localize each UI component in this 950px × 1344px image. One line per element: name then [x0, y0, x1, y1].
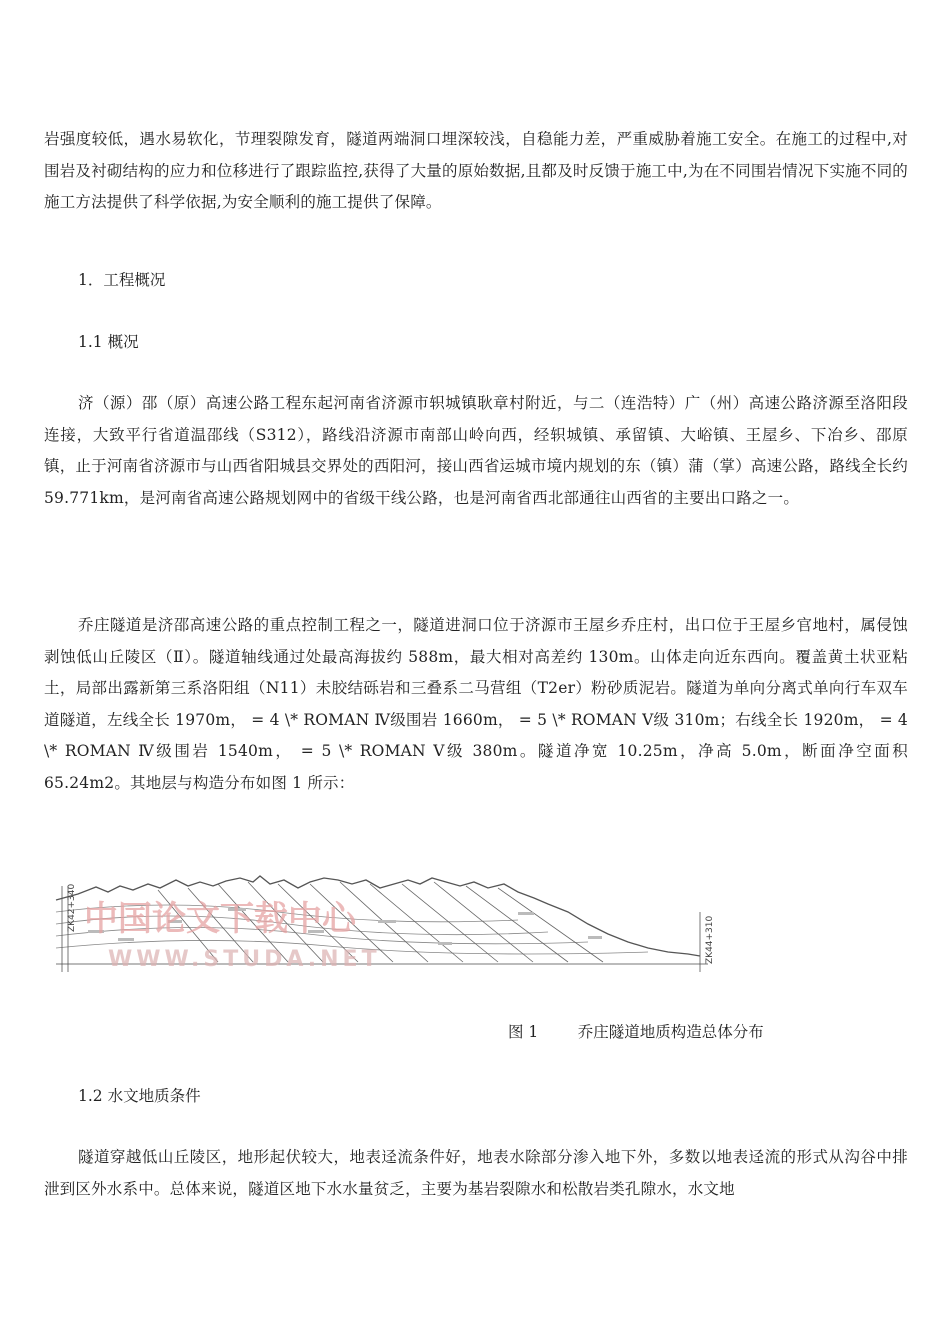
paragraph-intro-continued: 岩强度较低，遇水易软化，节理裂隙发育，隧道两端洞口埋深较浅，自稳能力差，严重威胁着施工安全。在施工的过程中,对围岩及衬砌结构的应力和位移进行了跟踪监控,获得了大量的原始数据,且都及时反馈于施工中,为在不同围岩情况下实施不同的施工方法提供了科学依据,为安全顺利的施工提供了保障。 — [44, 130, 908, 212]
left-station-label: ZK42+340 — [67, 883, 77, 932]
paragraph-overview: 济（源）邵（原）高速公路工程东起河南省济源市轵城镇耿章村附近，与二（连浩特）广（州）高速公路济源至洛阳段连接，大致平行省道温邵线（S312），路线沿济源市南部山岭向西，经轵城镇、承留镇、大峪镇、王屋乡、下冶乡、邵原镇，止于河南省济源市与山西省阳城县交界处的西阳河，接山西省运城市境内规划的东（镇）蒲（掌）高速公路，路线全长约 59.771km，是河南省高速公路规划网中的省级干线公路，也是河南省西北部通往山西省的主要出口路之一。 — [44, 394, 908, 507]
geology-profile-figure — [48, 872, 720, 982]
watermark-cn: 中国论文下载中心 — [84, 899, 356, 939]
watermark-en: WWW.STUDA.NET — [108, 947, 381, 972]
figure-caption-number: 图 1 — [508, 1023, 539, 1041]
figure-caption — [508, 1020, 764, 1044]
figure-caption-text: 乔庄隧道地质构造总体分布 — [577, 1023, 764, 1041]
geology-profile-drawing — [48, 872, 720, 982]
paragraph-tunnel-description: 乔庄隧道是济邵高速公路的重点控制工程之一，隧道进洞口位于济源市王屋乡乔庄村，出口位于王屋乡官地村，属侵蚀剥蚀低山丘陵区（Ⅱ）。隧道轴线通过处最高海拔约 588m，最大相对高差约 130m。山体走向近东西向。覆盖黄土状亚粘土，局部出露新第三系洛阳组（N11）未胶结砾岩和三叠系二马营组（T2er）粉砂质泥岩。隧道为单向分离式单向行车双车道隧道，左线全长 1970m， = 4 \* ROMAN Ⅳ级围岩 1660m， = 5 \* ROMAN Ⅴ级 310m；右线全长 1920m， = 4 \* ROMAN Ⅳ级围岩 1540m， = 5 \* ROMAN Ⅴ级 380m。隧道净宽 10.25m，净高 5.0m，断面净空面积 65.24m2。其地层与构造分布如图 1 所示： — [44, 616, 908, 792]
section-heading-1: 1．工程概况 — [78, 271, 166, 289]
paragraph-hydrogeology: 隧道穿越低山丘陵区，地形起伏较大，地表迳流条件好，地表水除部分渗入地下外，多数以地表迳流的形式从沟谷中排泄到区外水系中。总体来说，隧道区地下水水量贫乏，主要为基岩裂隙水和松散岩类孔隙水，水文地 — [44, 1148, 908, 1198]
section-heading-1-1: 1.1 概况 — [78, 333, 139, 351]
right-station-label: ZK44+310 — [705, 915, 715, 964]
section-heading-1-2: 1.2 水文地质条件 — [78, 1087, 201, 1105]
